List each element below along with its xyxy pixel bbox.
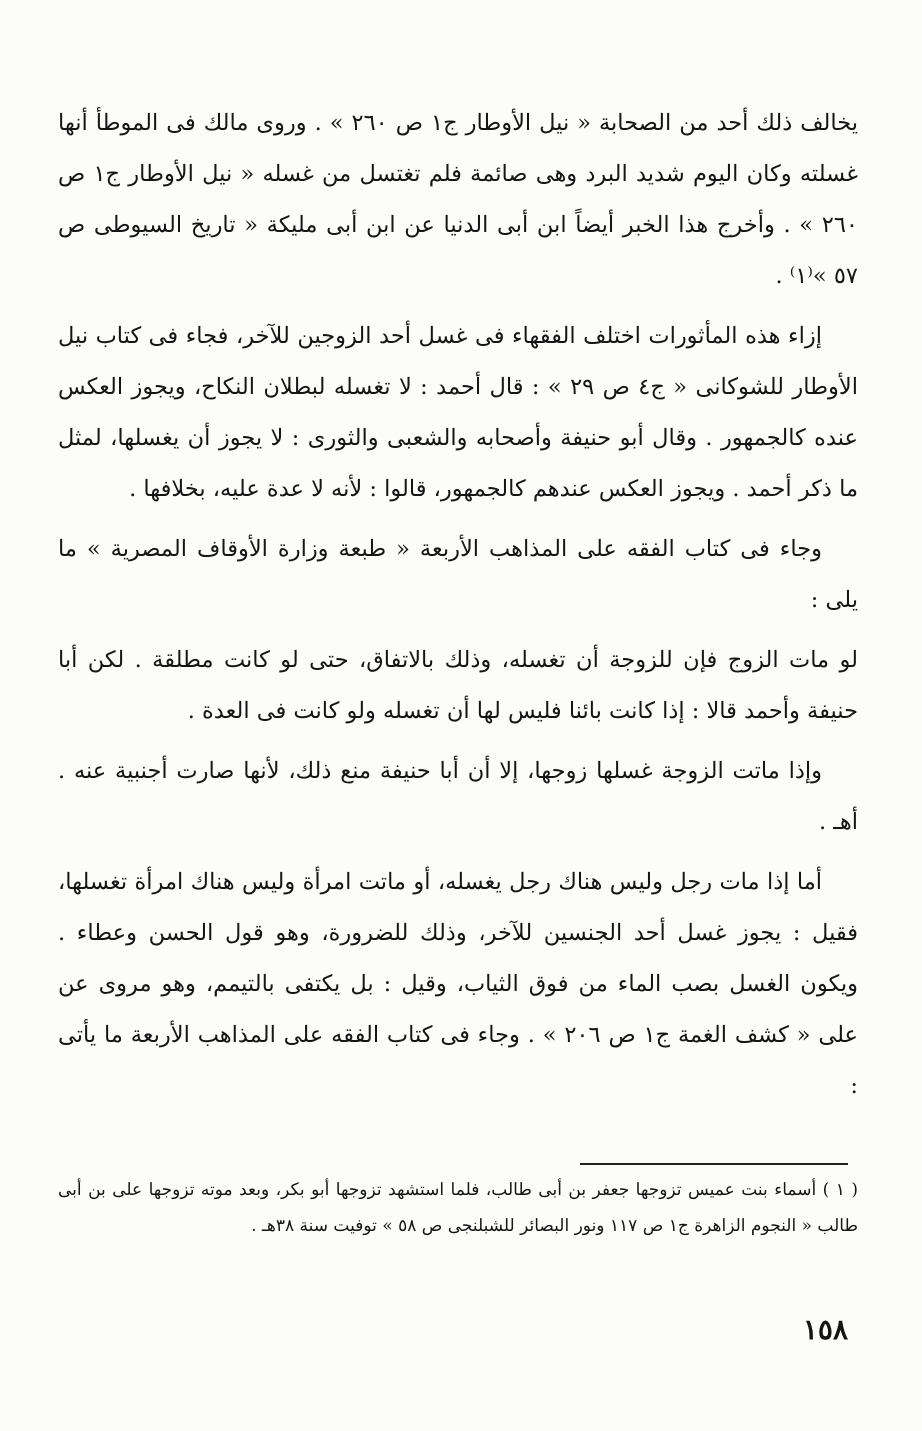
page-number: ١٥٨ (802, 1313, 848, 1346)
footnote-text: ( ١ ) أسماء بنت عميس تزوجها جعفر بن أبى طالب، فلما استشهد تزوجها أبو بكر، وبعد موته تزوجها على بن أبى طالب « النجوم الزاهرة ج١ ص ١١٧ ونور البصائر للشبلنجى ص ٥٨ » توفيت سنة ٣٨هـ . (58, 1180, 858, 1236)
footnote-divider (580, 1163, 848, 1165)
main-text (58, 98, 858, 1112)
paragraph-3: وجاء فى كتاب الفقه على المذاهب الأربعة « طبعة وزارة الأوقاف المصرية » ما يلى : (58, 536, 858, 613)
footnote (58, 1172, 858, 1244)
paragraph-4: لو مات الزوج فإن للزوجة أن تغسله، وذلك بالاتفاق، حتى لو كانت مطلقة . لكن أبا حنيفة وأحمد قالا : إذا كانت بائنا فليس لها أن تغسله ولو كانت فى العدة . (58, 647, 858, 724)
paragraph-1: يخالف ذلك أحد من الصحابة « نيل الأوطار ج١ ص ٢٦٠ » . وروى مالك فى الموطأ أنها غسلته وكان اليوم شديد البرد وهى صائمة فلم تغتسل من غسله « نيل الأوطار ج١ ص ٢٦٠ » . وأخرج هذا الخبر أيضاً ابن أبى الدنيا عن ابن أبى مليكة « تاريخ السيوطى ص ٥٧ »⁽١⁾ . (58, 110, 859, 289)
paragraph-2: إزاء هذه المأثورات اختلف الفقهاء فى غسل أحد الزوجين للآخر، فجاء فى كتاب نيل الأوطار للشوكانى « ج٤ ص ٢٩ » : قال أحمد : لا تغسله لبطلان النكاح، ويجوز العكس عنده كالجمهور . وقال أبو حنيفة وأصحابه والشعبى والثورى : لا يجوز أن يغسلها، لمثل ما ذكر أحمد . ويجوز العكس عندهم كالجمهور، قالوا : لأنه لا عدة عليه، بخلافها . (58, 323, 859, 502)
paragraph-5: وإذا ماتت الزوجة غسلها زوجها، إلا أن أبا حنيفة منع ذلك، لأنها صارت أجنبية عنه . أهـ . (58, 758, 858, 835)
paragraph-6: أما إذا مات رجل وليس هناك رجل يغسله، أو ماتت امرأة وليس هناك امرأة تغسلها، فقيل : يجوز غسل أحد الجنسين للآخر، وذلك للضرورة، وهو قول الحسن وعطاء . ويكون الغسل بصب الماء من فوق الثياب، وقيل : بل يكتفى بالتيمم، وهو مروى عن على « كشف الغمة ج١ ص ٢٠٦ » . وجاء فى كتاب الفقه على المذاهب الأربعة ما يأتى : (58, 869, 858, 1099)
